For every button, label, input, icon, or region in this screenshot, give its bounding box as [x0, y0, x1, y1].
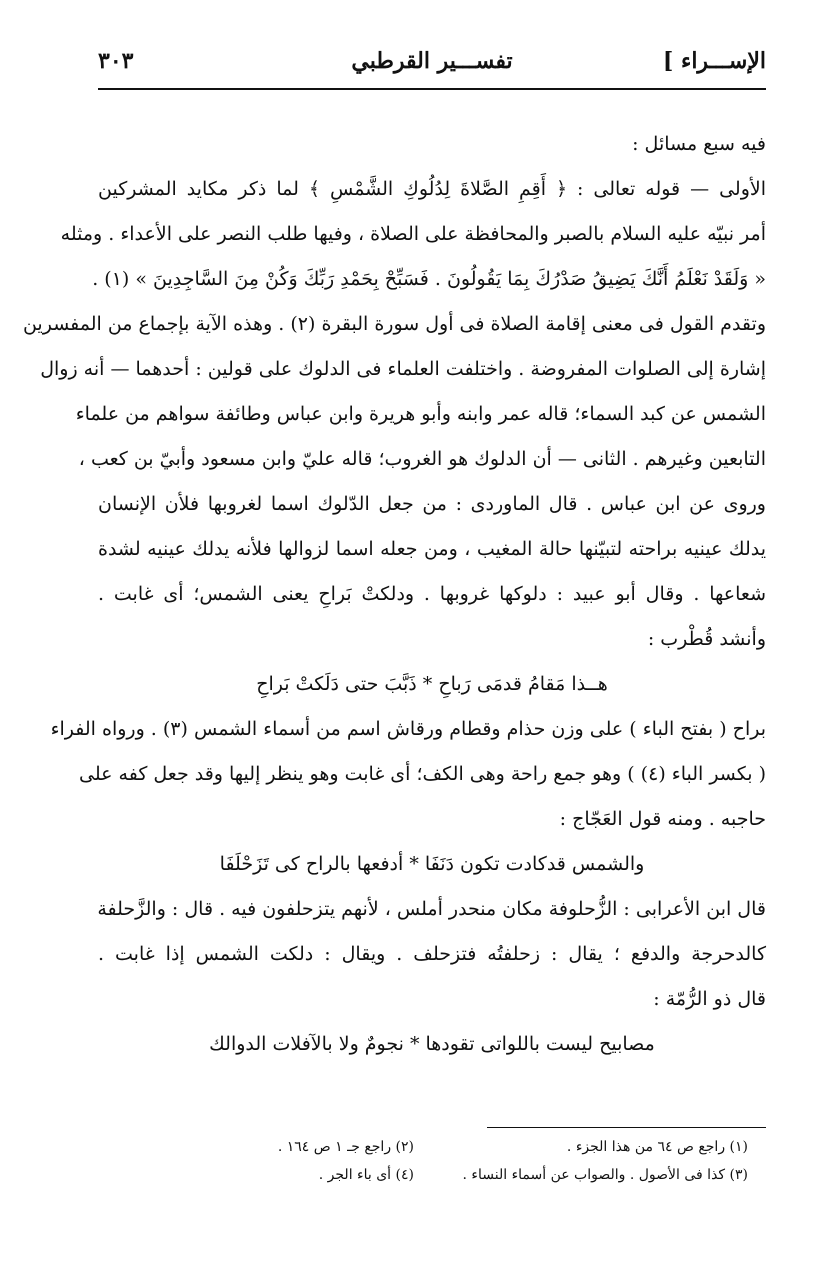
text-line: يدلك عينيه براحته لتبيّنها حالة المغيب ، ومن جعله اسما لزوالها فلأنه يدلك عينيه لشدة: [98, 538, 766, 560]
footnotes: [98, 1133, 766, 1189]
footnote: (٢) راجع جـ ١ ص ١٦٤ .: [277, 1139, 414, 1155]
text-line: وتقدم القول فى معنى إقامة الصلاة فى أول سورة البقرة (٢) . وهذه الآية بإجماع من المفسرين: [22, 313, 766, 335]
footnote-separator: [487, 1127, 766, 1128]
text-line: أمر نبيّه عليه السلام بالصبر والمحافظة على الصلاة ، وفيها طلب النصر على الأعداء . ومثله: [60, 223, 766, 245]
footnote: (٤) أى باء الجر .: [318, 1167, 414, 1183]
text-line: كالدحرجة والدفع ؛ يقال : زحلفتُه فتزحلف . ويقال : دلكت الشمس إذا غابت .: [98, 943, 766, 965]
footnote: (٣) كذا فى الأصول . والصواب عن أسماء النساء .: [462, 1167, 748, 1183]
text-line: شعاعها . وقال أبو عبيد : دلوكها غروبها . ودلكتْ بَراحِ يعنى الشمس؛ أى غابت .: [98, 583, 766, 605]
text-line: وروى عن ابن عباس . قال الماوردى : من جعل الدّلوك اسما لغروبها فلأن الإنسان: [98, 493, 766, 515]
text-line: إشارة إلى الصلوات المفروضة . واختلفت العلماء فى الدلوك على قولين : أحدهما — أنه زوال: [40, 358, 766, 380]
text-line: براح ( بفتح الباء ) على وزن حذام وقطام ورقاش اسم من أسماء الشمس (٣) . ورواه الفراء: [50, 718, 766, 740]
text-line: وأنشد قُطْرب :: [647, 628, 766, 650]
page-header: [98, 40, 766, 90]
verse-line: مصابيح ليست باللواتى تقودها * نجومٌ ولا بالآفلات الدوالك: [209, 1033, 655, 1055]
text-line: قال ابن الأعرابى : الزُّحلوفة مكان منحدر أملس ، لأنهم يتزحلفون فيه . قال : والزَّحلفة: [97, 898, 766, 920]
verse-line: هــذا مَقامُ قدمَى رَباحِ * ذَبَّبَ حتى دَلَكتْ بَراحِ: [256, 673, 608, 695]
text-line: قال ذو الرُّمّة :: [653, 988, 766, 1010]
text-line: التابعين وغيرهم . الثانى — أن الدلوك هو الغروب؛ قاله عليّ وابن مسعود وأبيّ بن كعب ،: [78, 448, 766, 470]
verse-line: والشمس قدكادت تكون دَنَفَا * أدفعها بالراح كى تَزَحْلَفَا: [219, 853, 645, 875]
text-line: حاجبه . ومنه قول العَجّاج :: [559, 808, 766, 830]
book-title: تفســـير القرطبي: [351, 48, 513, 74]
page-number: ٣٠٣: [98, 48, 134, 74]
text-line: « وَلَقَدْ نَعْلَمُ أَنَّكَ يَضِيقُ صَدْرُكَ بِمَا يَقُولُونَ . فَسَبِّحْ بِحَمْدِ رَبِّكَ وَكُنْ مِنَ السَّاجِدِينَ » (١) .: [92, 268, 766, 290]
text-line: الأولى — قوله تعالى : ﴿ أَقِمِ الصَّلاةَ لِدُلُوكِ الشَّمْسِ ﴾ لما ذكر مكايد المشركين: [98, 178, 766, 200]
text-line: الشمس عن كبد السماء؛ قاله عمر وابنه وأبو هريرة وابن عباس وطائفة سواهم من علماء: [75, 403, 766, 425]
body-text: [22, 122, 766, 1067]
text-line: فيه سبع مسائل :: [632, 133, 766, 155]
section-name: الإســـراء ]: [662, 48, 766, 74]
text-line: ( بكسر الباء (٤) ) وهو جمع راحة وهى الكف؛ أى غابت وهو ينظر إليها وقد جعل كفه على: [79, 763, 766, 785]
footnote: (١) راجع ص ٦٤ من هذا الجزء .: [566, 1139, 748, 1155]
